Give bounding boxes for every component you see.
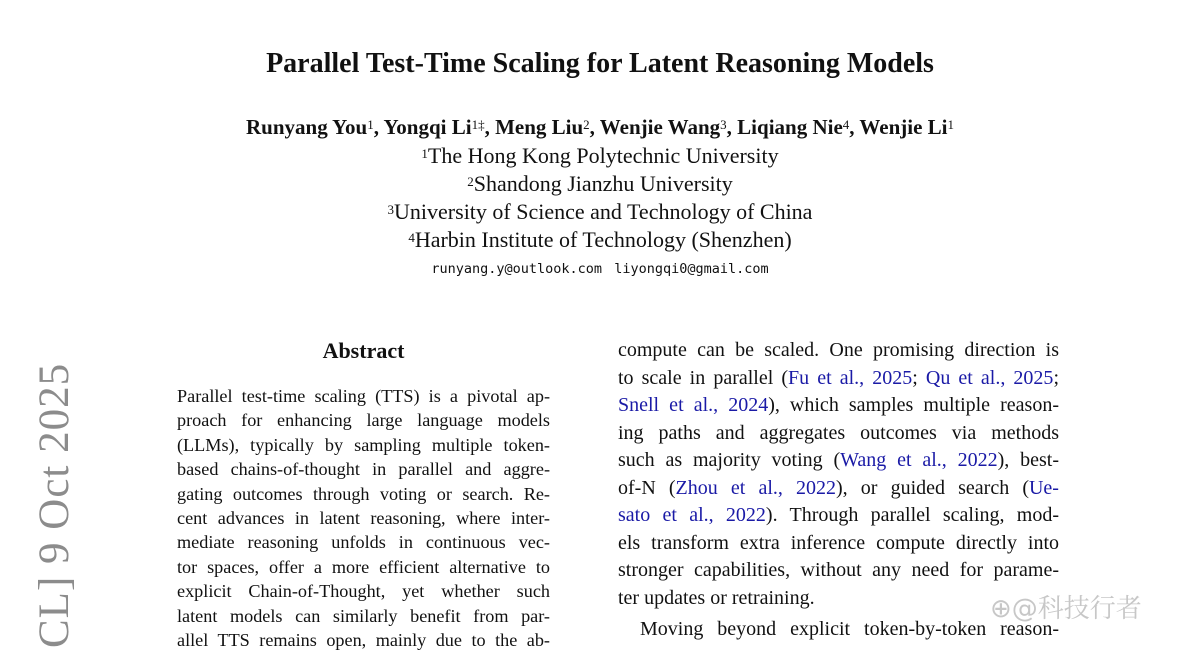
text-run: ; xyxy=(912,366,926,389)
paper-title: Parallel Test-Time Scaling for Latent Reasoning Models xyxy=(266,48,934,79)
affiliation xyxy=(0,142,1200,170)
body-line: Moving beyond explicit token-by-token reason- xyxy=(640,618,1059,640)
citation-link[interactable]: Zhou et al., 2022 xyxy=(675,476,836,499)
arxiv-stamp: CL] 9 Oct 2025 xyxy=(31,362,78,648)
author-mark: 1 xyxy=(947,117,954,132)
abstract-line: proach for enhancing large language models xyxy=(177,410,550,431)
citation-link[interactable]: Qu et al., 2025 xyxy=(925,366,1054,389)
affiliation xyxy=(0,198,1200,226)
author-name: Yongqi Li xyxy=(383,115,472,139)
author-name: Meng Liu xyxy=(495,115,584,139)
abstract-heading: Abstract xyxy=(322,338,405,363)
author-mark: 2 xyxy=(583,117,590,132)
text-run: ). Through parallel scaling, mod- xyxy=(765,504,1059,526)
author-name: Wenjie Li xyxy=(859,115,948,139)
affiliation-mark: 3 xyxy=(387,202,395,217)
body-line xyxy=(618,447,1059,475)
author-name: Wenjie Wang xyxy=(599,115,721,139)
abstract-line: latent models can similarly benefit from par- xyxy=(177,605,550,626)
affiliation-mark: 2 xyxy=(467,174,474,189)
citation-link[interactable]: Wang et al., 2022 xyxy=(840,449,998,471)
body-line xyxy=(618,475,1059,503)
author-mark: 3 xyxy=(720,117,727,132)
body-line xyxy=(618,392,1059,420)
affiliation xyxy=(0,226,1200,254)
affiliation xyxy=(0,170,1200,198)
body-line: ing paths and aggregates outcomes via methods xyxy=(618,421,1059,444)
author-mark: 4 xyxy=(842,117,850,132)
email-link[interactable]: runyang.y@outlook.com xyxy=(431,261,603,277)
text-run: of-N ( xyxy=(618,476,676,499)
text-run: such as majority voting ( xyxy=(618,449,841,471)
affiliation-name: Shandong Jianzhu University xyxy=(473,171,733,196)
abstract-line: based chains-of-thought in parallel and aggre- xyxy=(177,459,550,480)
text-run: ; xyxy=(1053,366,1059,389)
text-run: ), or guided search ( xyxy=(836,476,1029,499)
email-link[interactable]: liyongqi0@gmail.com xyxy=(614,261,769,277)
email-list xyxy=(0,259,1200,279)
citation-link[interactable]: Ue- xyxy=(1028,476,1059,499)
affiliation-mark: 1 xyxy=(421,146,428,161)
abstract-line: tor spaces, offer a more efficient alternative to xyxy=(177,556,550,577)
citation-link[interactable]: sato et al., 2022 xyxy=(618,504,766,526)
abstract-text xyxy=(177,384,550,652)
body-line xyxy=(618,365,1059,393)
body-line: compute can be scaled. One promising direction is xyxy=(618,339,1059,361)
body-line xyxy=(618,502,1059,530)
author-mark: 1‡ xyxy=(471,117,485,132)
affiliation-mark: 4 xyxy=(408,230,415,245)
author-mark: 1 xyxy=(367,117,374,132)
abstract-line: allel TTS remains open, mainly due to the ab- xyxy=(177,629,550,650)
affiliation-name: University of Science and Technology of China xyxy=(394,199,813,224)
author-name: Runyang You xyxy=(246,115,368,139)
body-line: ter updates or retraining. xyxy=(618,586,815,609)
text-run: ), best- xyxy=(997,449,1059,471)
text-run: ), which samples multiple reason- xyxy=(768,394,1059,416)
abstract-line: gating outcomes through voting or search. Re- xyxy=(177,483,550,504)
abstract-line: (LLMs), typically by sampling multiple token- xyxy=(177,434,550,455)
body-line: els transform extra inference compute directly into xyxy=(618,531,1059,554)
affiliation-name: The Hong Kong Polytechnic University xyxy=(427,143,779,168)
abstract-line: cent advances in latent reasoning, where inter- xyxy=(177,507,550,528)
abstract-line: Parallel test-time scaling (TTS) is a pivotal ap- xyxy=(177,386,550,406)
affiliation-name: Harbin Institute of Technology (Shenzhen) xyxy=(414,227,792,252)
author-list: Runyang You$^1$, Yongqi $Li^{1\ddagger}$, Meng Liu$^2$, Wenjie Wang$^3$, Liqiang Nie$^4$, Wenjie Li$^1$ xyxy=(246,115,954,139)
body-line: stronger capabilities, without any need for parame- xyxy=(618,559,1059,581)
abstract-line: explicit Chain-of-Thought, yet whether such xyxy=(177,581,550,602)
abstract-line: mediate reasoning unfolds in continuous vec- xyxy=(177,532,550,553)
watermark: ⊕@科技行者 xyxy=(990,594,1142,624)
citation-link[interactable]: Snell et al., 2024 xyxy=(618,394,769,416)
citation-link[interactable]: Fu et al., 2025 xyxy=(788,366,913,389)
text-run: to scale in parallel ( xyxy=(618,366,789,389)
author-name: Liqiang Nie xyxy=(737,115,843,139)
